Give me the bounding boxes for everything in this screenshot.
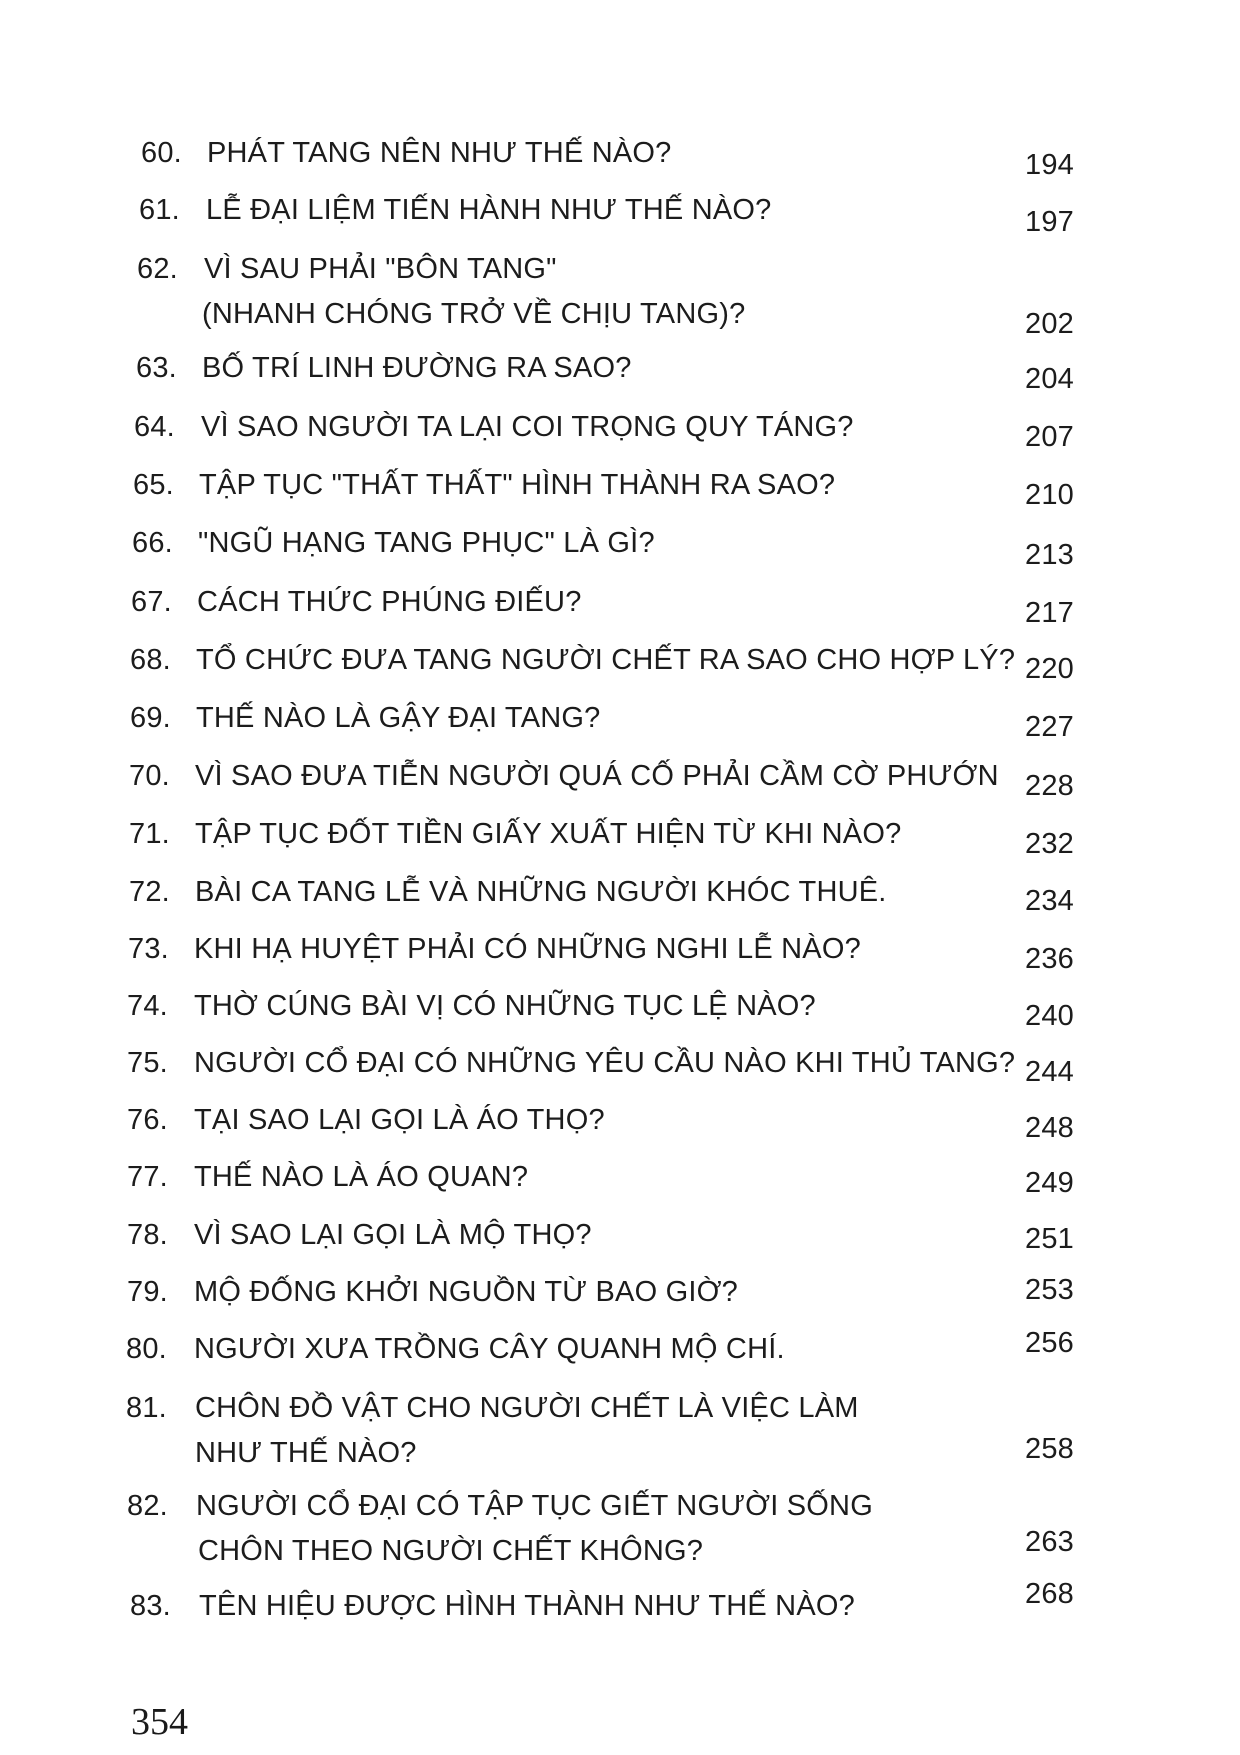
entry-number: 74. [127,990,168,1022]
entry-page: 202 [1025,308,1074,340]
entry-title: TẬP TỤC "THẤT THẤT" HÌNH THÀNH RA SAO? [199,469,836,501]
entry-title: TÊN HIỆU ĐƯỢC HÌNH THÀNH NHƯ THẾ NÀO? [199,1590,855,1622]
entry-page: 210 [1025,479,1074,511]
entry-title: KHI HẠ HUYỆT PHẢI CÓ NHỮNG NGHI LỄ NÀO? [194,933,861,965]
entry-page: 236 [1025,943,1074,975]
entry-page: 268 [1025,1578,1074,1610]
entry-page: 220 [1025,653,1074,685]
entry-page: 263 [1025,1526,1074,1558]
entry-title-continued: (NHANH CHÓNG TRỞ VỀ CHỊU TANG)? [202,298,746,330]
page-number: 354 [131,1701,188,1743]
entry-number: 72. [129,876,170,908]
entry-number: 80. [126,1333,167,1365]
entry-title: VÌ SAO LẠI GỌI LÀ MỘ THỌ? [194,1219,592,1251]
entry-title: BỐ TRÍ LINH ĐƯỜNG RA SAO? [202,352,632,384]
entry-page: 194 [1025,149,1074,181]
entry-number: 78. [127,1219,168,1251]
entry-title: VÌ SAO ĐƯA TIỄN NGƯỜI QUÁ CỐ PHẢI CẦM CỜ PHƯỚN [195,760,999,792]
entry-page: 197 [1025,206,1074,238]
entry-title: TỔ CHỨC ĐƯA TANG NGƯỜI CHẾT RA SAO CHO HỢP LÝ? [196,644,1016,676]
entry-number: 79. [127,1276,168,1308]
entry-title: NGƯỜI CỔ ĐẠI CÓ NHỮNG YÊU CẦU NÀO KHI THỦ TANG? [194,1047,1016,1079]
entry-number: 64. [134,411,175,443]
entry-page: 253 [1025,1274,1074,1306]
entry-number: 67. [131,586,172,618]
entry-title: VÌ SAO NGƯỜI TA LẠI COI TRỌNG QUY TÁNG? [201,411,854,443]
entry-page: 258 [1025,1433,1074,1465]
entry-number: 61. [139,194,180,226]
entry-page: 244 [1025,1056,1074,1088]
entry-page: 240 [1025,1000,1074,1032]
entry-number: 71. [129,818,170,850]
entry-page: 207 [1025,421,1074,453]
entry-title: CÁCH THỨC PHÚNG ĐIẾU? [197,586,582,618]
entry-number: 70. [129,760,170,792]
entry-title: "NGŨ HẠNG TANG PHỤC" LÀ GÌ? [198,527,655,559]
entry-number: 77. [127,1161,168,1193]
entry-page: 227 [1025,711,1074,743]
entry-title: VÌ SAU PHẢI "BÔN TANG" [204,253,557,285]
entry-title: LỄ ĐẠI LIỆM TIẾN HÀNH NHƯ THẾ NÀO? [206,194,772,226]
entry-page: 232 [1025,828,1074,860]
entry-title-continued: NHƯ THẾ NÀO? [195,1437,417,1469]
entry-number: 68. [130,644,171,676]
entry-title: MỘ ĐỐNG KHỞI NGUỒN TỪ BAO GIỜ? [194,1276,739,1308]
entry-title: TẬP TỤC ĐỐT TIỀN GIẤY XUẤT HIỆN TỪ KHI NÀO? [195,818,902,850]
entry-number: 63. [136,352,177,384]
entry-page: 234 [1025,885,1074,917]
entry-number: 62. [137,253,178,285]
entry-number: 76. [127,1104,168,1136]
entry-title: CHÔN ĐỒ VẬT CHO NGƯỜI CHẾT LÀ VIỆC LÀM [195,1392,859,1424]
entry-title: PHÁT TANG NÊN NHƯ THẾ NÀO? [207,137,672,169]
entry-title: NGƯỜI CỔ ĐẠI CÓ TẬP TỤC GIẾT NGƯỜI SỐNG [196,1490,873,1522]
entry-number: 81. [126,1392,167,1424]
entry-title: THỜ CÚNG BÀI VỊ CÓ NHỮNG TỤC LỆ NÀO? [194,990,816,1022]
entry-number: 82. [127,1490,168,1522]
entry-title: BÀI CA TANG LỄ VÀ NHỮNG NGƯỜI KHÓC THUÊ. [195,876,887,908]
entry-number: 83. [130,1590,171,1622]
entry-page: 213 [1025,539,1074,571]
entry-number: 69. [130,702,171,734]
entry-number: 75. [127,1047,168,1079]
entry-page: 249 [1025,1167,1074,1199]
entry-page: 217 [1025,597,1074,629]
entry-number: 65. [133,469,174,501]
entry-page: 251 [1025,1223,1074,1255]
entry-title: THẾ NÀO LÀ ÁO QUAN? [194,1161,529,1193]
entry-page: 256 [1025,1327,1074,1359]
entry-page: 228 [1025,770,1074,802]
entry-title-continued: CHÔN THEO NGƯỜI CHẾT KHÔNG? [198,1535,704,1567]
entry-number: 66. [132,527,173,559]
entry-title: THẾ NÀO LÀ GẬY ĐẠI TANG? [196,702,601,734]
entry-title: TẠI SAO LẠI GỌI LÀ ÁO THỌ? [194,1104,605,1136]
entry-page: 204 [1025,363,1074,395]
entry-page: 248 [1025,1112,1074,1144]
entry-number: 73. [128,933,169,965]
entry-title: NGƯỜI XƯA TRỒNG CÂY QUANH MỘ CHÍ. [194,1333,785,1365]
entry-number: 60. [141,137,182,169]
